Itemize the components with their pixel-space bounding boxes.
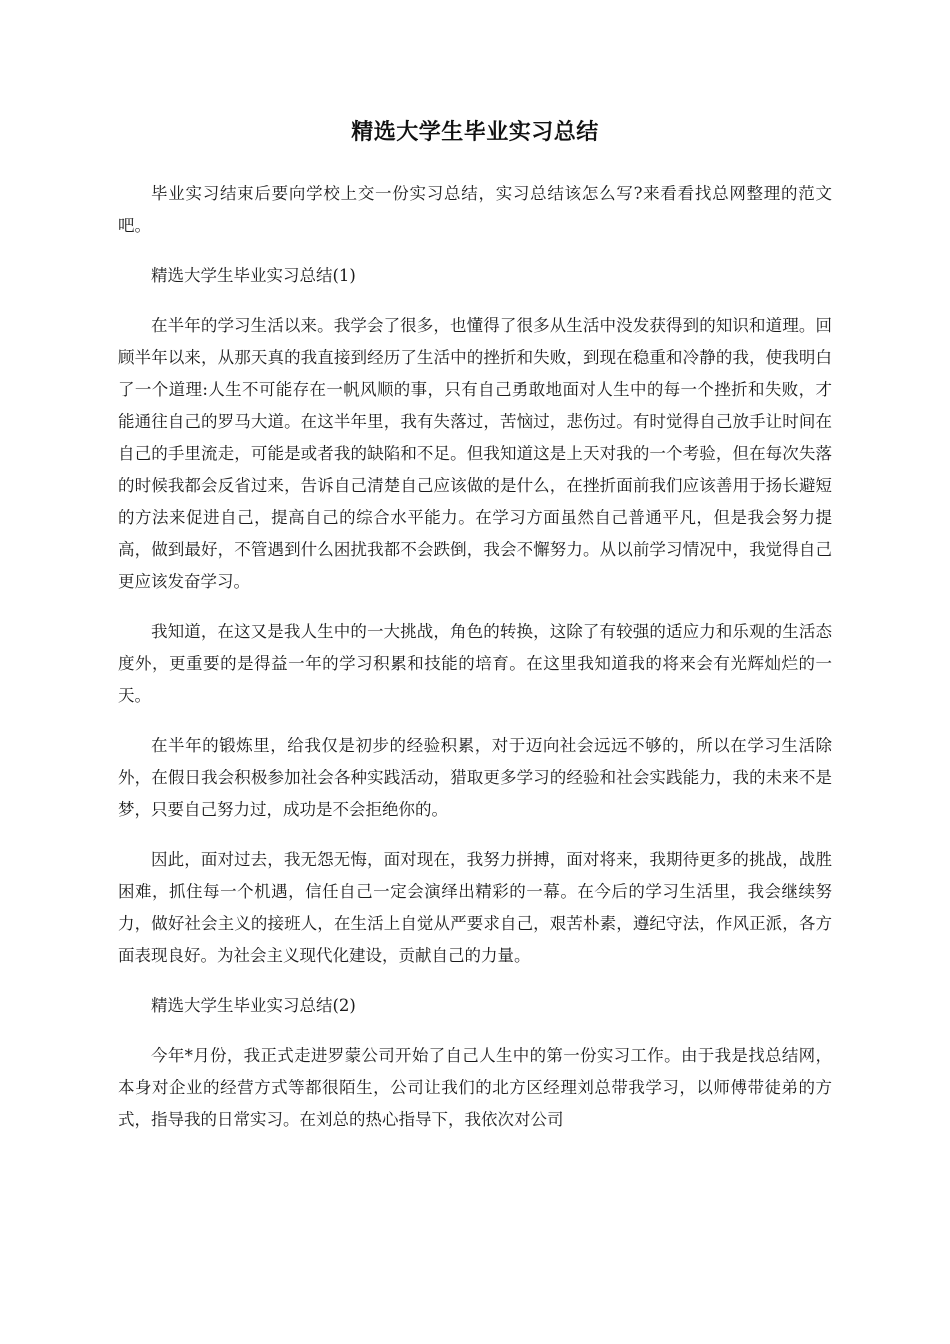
document-page <box>118 112 832 1136</box>
section-1-paragraph-1: 在半年的学习生活以来。我学会了很多，也懂得了很多从生活中没发获得到的知识和道理。回顾半年以来，从那天真的我直接到经历了生活中的挫折和失败，到现在稳重和冷静的我，使我明白了一个道理:人生不可能存在一帆风顺的事，只有自己勇敢地面对人生中的每一个挫折和失败，才能通往自己的罗马大道。在这半年里，我有失落过，苦恼过，悲伤过。有时觉得自己放手让时间在自己的手里流走，可能是或者我的缺陷和不足。但我知道这是上天对我的一个考验，但在每次失落的时候我都会反省过来，告诉自己清楚自己应该做的是什么，在挫折面前我们应该善用于扬长避短的方法来促进自己，提高自己的综合水平能力。在学习方面虽然自己普通平凡，但是我会努力提高，做到最好，不管遇到什么困扰我都不会跌倒，我会不懈努力。从以前学习情况中，我觉得自己更应该发奋学习。 <box>118 316 832 591</box>
section-heading-2: 精选大学生毕业实习总结(2) <box>151 996 356 1015</box>
section-2-paragraph-1: 今年*月份，我正式走进罗蒙公司开始了自己人生中的第一份实习工作。由于我是找总结网，本身对企业的经营方式等都很陌生，公司让我们的北方区经理刘总带我学习，以师傅带徒弟的方式，指导我的日常实习。在刘总的热心指导下，我依次对公司 <box>118 1046 832 1129</box>
section-heading-1: 精选大学生毕业实习总结(1) <box>151 266 356 285</box>
section-1-paragraph-4: 因此，面对过去，我无怨无悔，面对现在，我努力拼搏，面对将来，我期待更多的挑战，战胜困难，抓住每一个机遇，信任自己一定会演绎出精彩的一幕。在今后的学习生活里，我会继续努力，做好社会主义的接班人，在生活上自觉从严要求自己，艰苦朴素，遵纪守法，作风正派，各方面表现良好。为社会主义现代化建设，贡献自己的力量。 <box>118 850 832 965</box>
section-1-paragraph-3: 在半年的锻炼里，给我仅是初步的经验积累，对于迈向社会远远不够的，所以在学习生活除外，在假日我会积极参加社会各种实践活动，猎取更多学习的经验和社会实践能力，我的未来不是梦，只要自己努力过，成功是不会拒绝你的。 <box>118 736 832 819</box>
section-1-paragraph-2: 我知道，在这又是我人生中的一大挑战，角色的转换，这除了有较强的适应力和乐观的生活态度外，更重要的是得益一年的学习积累和技能的培育。在这里我知道我的将来会有光辉灿烂的一天。 <box>118 622 832 705</box>
intro-paragraph: 毕业实习结束后要向学校上交一份实习总结，实习总结该怎么写?来看看找总网整理的范文吧。 <box>118 184 832 235</box>
document-title: 精选大学生毕业实习总结 <box>351 119 599 145</box>
